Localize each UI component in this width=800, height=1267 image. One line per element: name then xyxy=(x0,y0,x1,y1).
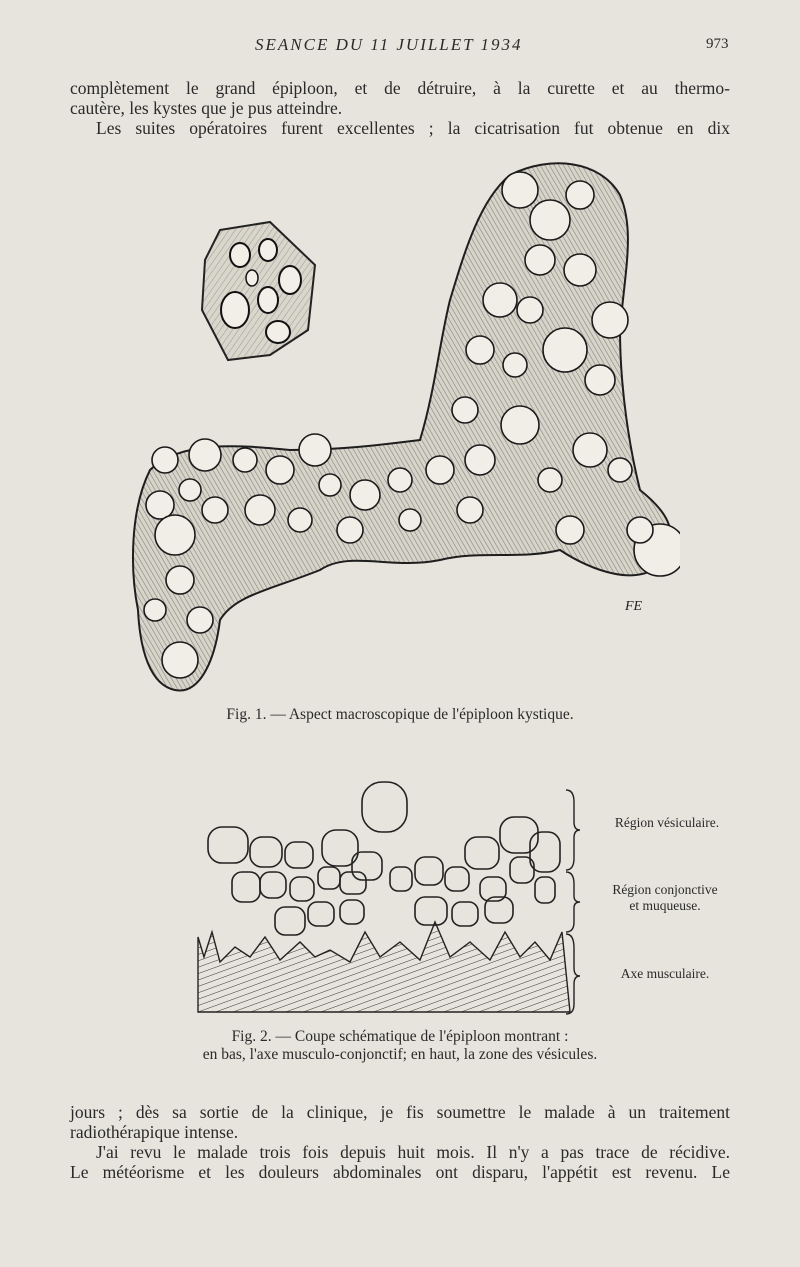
label-line: et muqueuse. xyxy=(629,898,701,913)
label-line: Région conjonctive xyxy=(612,882,718,897)
figure-1-illustration xyxy=(120,150,680,700)
brace-conjunctive xyxy=(566,872,580,932)
caption-line: Fig. 2. — Coupe schématique de l'épiploon montrant : xyxy=(231,1028,569,1045)
running-title: SEANCE DU 11 JUILLET 1934 xyxy=(255,35,523,54)
artist-signature: FE xyxy=(625,599,643,614)
tissue-section-fragment xyxy=(202,222,315,360)
text-line: Les suites opératoires furent excellentes ; la cicatrisation fut obtenue en dix xyxy=(96,118,730,138)
figure-2-schematic xyxy=(190,772,590,1022)
text-line: jours ; dès sa sortie de la clinique, je fis soumettre le malade à un traitement xyxy=(70,1102,730,1122)
text-line: complètement le grand épiploon, et de détruire, à la curette et au thermo- xyxy=(70,78,730,98)
page-number: 973 xyxy=(706,36,729,52)
text-line: cautère, les kystes que je pus atteindre. xyxy=(70,98,343,118)
vesicles xyxy=(208,782,560,935)
muscular-axis xyxy=(198,922,570,1012)
label-region-vesiculaire: Région vésiculaire. xyxy=(614,815,720,830)
caption-line: en bas, l'axe musculo-conjonctif; en haut, la zone des vésicules. xyxy=(202,1046,598,1063)
label-region-conjonctive xyxy=(590,882,740,914)
brace-vesicular xyxy=(566,790,580,870)
text-line: Le météorisme et les douleurs abdominales ont disparu, l'appétit est revenu. Le xyxy=(70,1162,730,1182)
figure-1-caption: Fig. 1. — Aspect macroscopique de l'épiploon kystique. xyxy=(226,706,574,723)
body-text-bottom xyxy=(70,1102,730,1182)
body-text-top xyxy=(70,78,730,138)
text-line: J'ai revu le malade trois fois depuis huit mois. Il n'y a pas trace de récidive. xyxy=(96,1142,730,1162)
label-axe-musculaire: Axe musculaire. xyxy=(620,966,710,981)
text-line: radiothérapique intense. xyxy=(70,1122,239,1142)
figure-2-caption xyxy=(0,1028,800,1064)
